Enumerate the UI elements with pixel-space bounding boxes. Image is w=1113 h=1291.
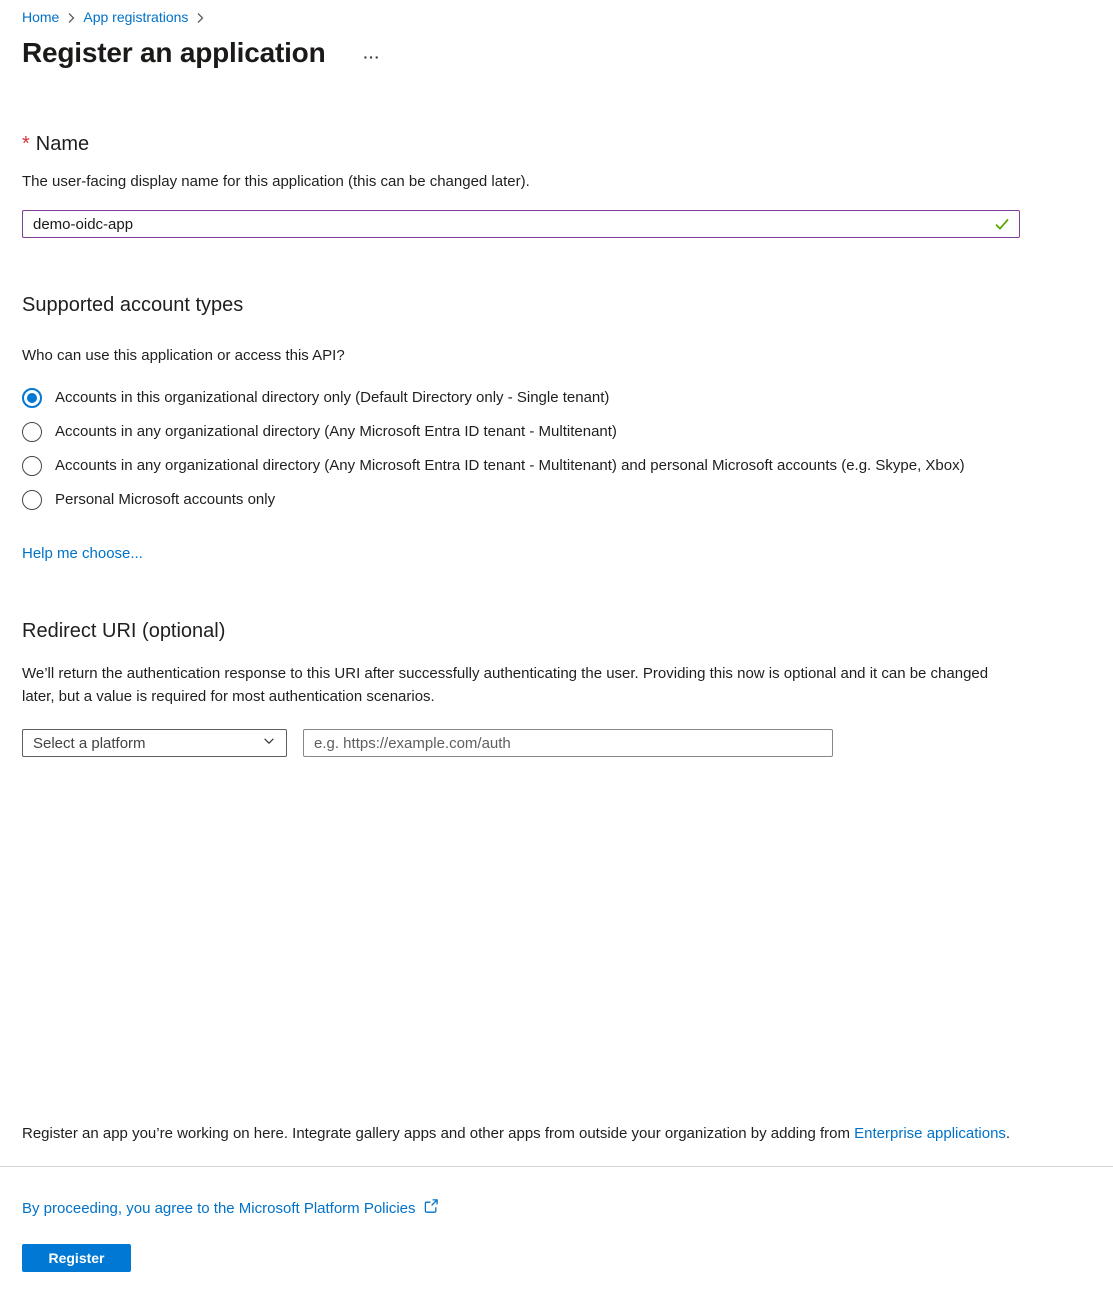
policy-row xyxy=(22,1198,1092,1218)
radio-option-label: Accounts in any organizational directory (Any Microsoft Entra ID tenant - Multitenant) xyxy=(55,423,617,440)
name-input-wrap xyxy=(22,210,1020,238)
radio-button[interactable] xyxy=(22,388,42,408)
account-types-radio-group xyxy=(22,386,1092,511)
enterprise-applications-link[interactable]: Enterprise applications xyxy=(854,1125,1006,1142)
platform-policies-link-label: By proceeding, you agree to the Microsoft Platform Policies xyxy=(22,1199,416,1217)
redirect-uri-heading: Redirect URI (optional) xyxy=(22,620,226,642)
radio-button[interactable] xyxy=(22,422,42,442)
name-description: The user-facing display name for this application (this can be changed later). xyxy=(22,173,530,190)
name-section xyxy=(22,133,1092,238)
radio-option-personal-only[interactable] xyxy=(22,488,1092,511)
footer-note-prefix: Register an app you’re working on here. Integrate gallery apps and other apps from outside your organization by adding from xyxy=(22,1125,855,1142)
account-types-question: Who can use this application or access this API? xyxy=(22,347,345,364)
radio-option-multitenant[interactable] xyxy=(22,420,1092,443)
redirect-uri-controls xyxy=(22,729,1092,757)
breadcrumb-app-registrations-link[interactable]: App registrations xyxy=(83,9,189,25)
page-title: Register an application xyxy=(22,37,326,68)
radio-button[interactable] xyxy=(22,456,42,476)
radio-option-multitenant-personal[interactable] xyxy=(22,454,1092,477)
name-heading-label: Name xyxy=(35,133,90,155)
radio-option-label: Accounts in this organizational directory only (Default Directory only - Single tenant) xyxy=(55,389,610,406)
name-heading xyxy=(22,133,1092,156)
chevron-right-icon xyxy=(66,12,76,24)
breadcrumb xyxy=(22,0,1092,25)
required-asterisk: * xyxy=(22,133,30,155)
supported-account-types-section xyxy=(22,294,1092,563)
app-name-input[interactable] xyxy=(22,210,1020,238)
platform-select-value: Select a platform xyxy=(33,734,146,752)
redirect-uri-input[interactable] xyxy=(303,729,833,757)
radio-button[interactable] xyxy=(22,490,42,510)
redirect-uri-description: We’ll return the authentication response to this URI after successfully authenticating the user. Providing this now is optional and it can be changed later, but a value is required for most authentication scenarios. xyxy=(22,665,989,705)
help-me-choose-link[interactable]: Help me choose... xyxy=(22,545,143,562)
external-link-icon xyxy=(423,1198,439,1218)
more-options-button[interactable]: ··· xyxy=(363,49,381,65)
footer-note xyxy=(22,1124,1092,1143)
chevron-right-icon xyxy=(195,12,205,24)
radio-option-label: Personal Microsoft accounts only xyxy=(55,491,276,508)
title-row xyxy=(22,37,1092,69)
platform-policies-link[interactable] xyxy=(22,1198,439,1218)
valid-checkmark-icon xyxy=(994,216,1010,237)
radio-option-label: Accounts in any organizational directory (Any Microsoft Entra ID tenant - Multitenant) and personal Microsoft accounts (e.g. Skype, Xbox) xyxy=(55,457,965,474)
chevron-down-icon xyxy=(262,734,276,753)
footer-note-suffix: . xyxy=(1005,1125,1011,1142)
platform-select-dropdown[interactable] xyxy=(22,729,287,757)
redirect-uri-section xyxy=(22,620,1092,757)
register-button[interactable]: Register xyxy=(22,1244,131,1272)
breadcrumb-home-link[interactable]: Home xyxy=(22,9,60,25)
radio-option-single-tenant[interactable] xyxy=(22,386,1092,409)
account-types-heading: Supported account types xyxy=(22,294,244,316)
footer-divider xyxy=(0,1166,1113,1167)
